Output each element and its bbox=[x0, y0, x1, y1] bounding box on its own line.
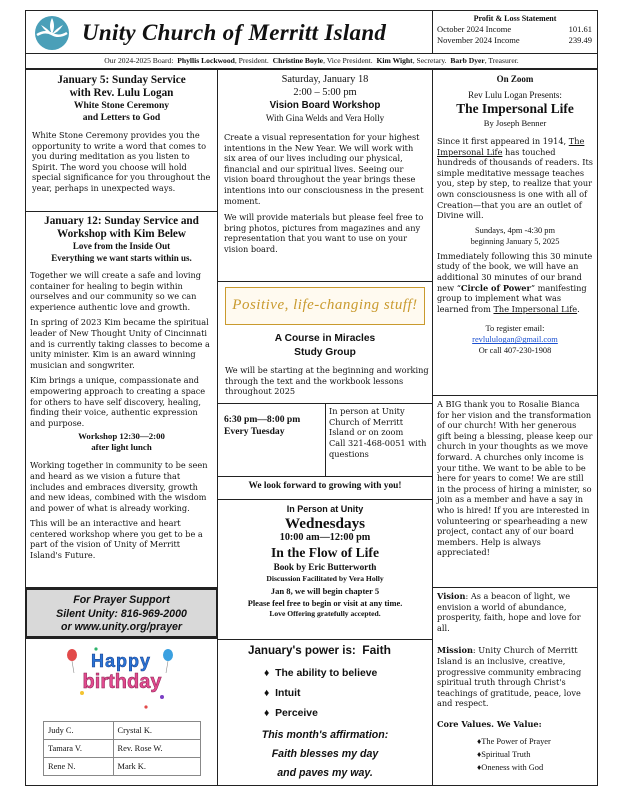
affirmation-label: This month's affirmation: bbox=[261, 729, 389, 741]
acim-banner bbox=[225, 287, 425, 325]
jan12-paragraph: In spring of 2023 Kim became the spiritual leader of New Thought Unity of Cincinnati and is currently taking classes to become a unity minister. Kim is an award winning musician and songwriter. bbox=[30, 317, 210, 370]
book-reference: The Impersonal Life bbox=[437, 136, 585, 157]
jan5-body: White Stone Ceremony provides you the opportunity to write a word that comes to you during meditation as you listen to Spirit. The word you choose will hold special significance for you throughout the year, perhaps in unexpected ways. bbox=[32, 130, 211, 193]
birthday-name: Mark K. bbox=[113, 758, 200, 776]
thank-you-section bbox=[432, 395, 598, 588]
pl-row-value: 239.49 bbox=[568, 35, 592, 45]
divider bbox=[325, 403, 326, 476]
happy-word: Happy bbox=[90, 651, 151, 671]
wed-chapter: Jan 8, we will begin chapter 5 bbox=[270, 585, 380, 596]
jan5-title: January 5: Sunday Service bbox=[57, 74, 186, 86]
bullet-icon: ♦ bbox=[264, 708, 270, 719]
jan12-paragraph: Working together in community to be seen and heard as we vision a future that includes and embraces diversity, growth and new ideas, combined with the wisdom and power of what is already working. bbox=[30, 460, 208, 513]
workshop-time: Workshop 12:30—2:00 bbox=[78, 431, 165, 442]
board-member: Kim Wight bbox=[376, 56, 413, 65]
power-item bbox=[264, 684, 377, 704]
birthday-section bbox=[25, 638, 218, 786]
board-label: Our 2024-2025 Board: bbox=[104, 56, 174, 65]
prayer-url: or www.unity.org/prayer bbox=[60, 621, 183, 633]
text-span: Immediately following this 30 minute study of the book, we will have an additional 30 minutes of our brand new “ bbox=[437, 250, 593, 293]
text-span: has touched hundreds of thousands of readers. Its simple meditative message teaches you, step by step, to realize that your own consciousness is one with all of Creation—that you are an outlet of Divine will. bbox=[437, 146, 593, 221]
church-name: Unity Church of Merritt Island bbox=[82, 20, 387, 45]
jan12-subtitle: Love from the Inside Out bbox=[72, 241, 171, 251]
zoom-paragraph bbox=[437, 251, 593, 315]
core-value-text: The Power of Prayer bbox=[481, 736, 551, 746]
core-value-item bbox=[477, 761, 593, 774]
acim-section bbox=[217, 281, 433, 500]
acim-intro: We will be starting at the beginning and working through the text and the workbook lessons throughout 2025 bbox=[225, 365, 429, 397]
acim-footer: We look forward to growing with you! bbox=[248, 481, 402, 491]
jan12-paragraph: Kim brings a unique, compassionate and empowering approach to creating a space for others to have self discovery, healing, finding their voice, authentic expression and purpose. bbox=[30, 375, 206, 428]
wed-facilitator: Discussion Facilitated by Vera Holly bbox=[266, 573, 384, 583]
vision-paragraph: Create a visual representation for your highest intentions in the New Year. We will work with six area of our lives including our physical, financial and our spiritual lives. Seeing our vision board throughout the year brings these intentions into our consciousness in the present moment. bbox=[224, 132, 424, 206]
pl-title: Profit & Loss Statement bbox=[473, 14, 557, 23]
thank-you-text: A BIG thank you to Rosalie Bianca for her vision and the transformation of our church! With her generous gift being a blessing, please keep our church in your thoughts as we move forward. A churches only income is your tithe. We want to be able to be here for years to come! We are still in the process of hiring a minister, so join as a member and have a say in who is hired! If you are interested in volunteering or spearheading a new project, contact any of our board members. Help is always appreciated! bbox=[437, 399, 593, 558]
text-span: . bbox=[577, 303, 580, 314]
power-section bbox=[217, 639, 433, 786]
bullet-icon: ♦ bbox=[264, 668, 270, 679]
mission-text: : Unity Church of Merritt Island is an inclusive, creative, progressive community embracing spiritual truth through Christ's teachings of gratitude, peace, love and respect. bbox=[437, 645, 582, 709]
jan5-subtitle: and Letters to God bbox=[82, 112, 161, 123]
zoom-book-title: The Impersonal Life bbox=[456, 101, 574, 116]
pl-row-label: November 2024 Income bbox=[437, 35, 520, 45]
board-role: , President. bbox=[234, 56, 269, 65]
book-reference: The Impersonal Life bbox=[493, 303, 578, 314]
pl-row-value: 101.61 bbox=[568, 24, 592, 34]
wed-day: Wednesdays bbox=[284, 515, 366, 532]
birthday-name: Crystal K. bbox=[113, 722, 200, 740]
jan12-section bbox=[25, 211, 218, 588]
board-bar bbox=[25, 53, 598, 69]
header-box bbox=[25, 10, 433, 54]
acim-title: Study Group bbox=[294, 347, 356, 358]
prayer-phone: Silent Unity: 816-969-2000 bbox=[56, 607, 187, 620]
jan5-subtitle: White Stone Ceremony bbox=[73, 100, 170, 111]
power-item-text: Perceive bbox=[275, 708, 318, 719]
birthday-name: Rene N. bbox=[44, 758, 114, 776]
workshop-time: after light lunch bbox=[91, 442, 152, 453]
acim-title: A Course in Miracles bbox=[274, 333, 376, 344]
acim-banner-text: Positive, life-changing stuff! bbox=[232, 297, 418, 313]
jan12-title: January 12: Sunday Service and bbox=[44, 215, 199, 227]
vision-text: : As a beacon of light, we envision a world of abundance, prosperity, faith, hope and love for all. bbox=[437, 591, 581, 633]
vision-date: Saturday, January 18 bbox=[281, 74, 369, 85]
birthday-name: Tamara V. bbox=[44, 740, 114, 758]
zoom-time: beginning January 5, 2025 bbox=[470, 236, 560, 246]
vision-title: Vision Board Workshop bbox=[269, 100, 381, 111]
jan12-subtitle: Everything we want starts within us. bbox=[51, 252, 192, 263]
register-label: To register email: bbox=[485, 324, 545, 334]
register-email-link[interactable]: revlululogan@gmail.com bbox=[472, 335, 558, 345]
birthday-word: birthday bbox=[82, 671, 162, 693]
acim-phone: Call 321-468-0051 with questions bbox=[329, 438, 427, 459]
zoom-author: By Joseph Benner bbox=[483, 118, 547, 128]
unity-logo-icon bbox=[33, 14, 71, 52]
mission-label: Mission bbox=[437, 645, 473, 656]
core-value-text: Oneness with God bbox=[481, 762, 544, 772]
board-role: , Secretary. bbox=[412, 56, 447, 65]
zoom-time: Sundays, 4pm -4:30 pm bbox=[474, 225, 556, 235]
power-item bbox=[264, 704, 377, 724]
wednesday-section bbox=[217, 499, 433, 640]
divider bbox=[218, 476, 432, 477]
wed-note: Please feel free to begin or visit at any time. bbox=[247, 598, 403, 608]
affirmation-text: and paves my way. bbox=[277, 767, 373, 779]
zoom-label: On Zoom bbox=[496, 74, 534, 84]
pl-row bbox=[437, 24, 592, 35]
jan5-title: with Rev. Lulu Logan bbox=[69, 87, 174, 99]
power-item-text: The ability to believe bbox=[275, 668, 378, 679]
wed-author: Book by Eric Butterworth bbox=[273, 561, 377, 572]
jan5-section bbox=[25, 69, 218, 212]
core-values-colon: : bbox=[538, 718, 542, 729]
table-row bbox=[44, 740, 201, 758]
jan12-paragraph: This will be an interactive and heart centered workshop where you get to be a part of the vision of Unity of Merritt Island's Future. bbox=[30, 518, 203, 561]
board-role: , Vice President. bbox=[323, 56, 373, 65]
power-item bbox=[264, 664, 377, 684]
bullet-icon: ♦ bbox=[264, 688, 270, 699]
vision-presenters: With Gina Welds and Vera Holly bbox=[265, 113, 385, 123]
board-member: Christine Boyle bbox=[272, 56, 324, 65]
circle-of-power: Circle of Power bbox=[460, 282, 531, 293]
pl-statement bbox=[432, 10, 598, 54]
acim-time: 6:30 pm—8:00 pm bbox=[224, 414, 301, 425]
pl-row bbox=[437, 35, 592, 46]
affirmation-text: Faith blesses my day bbox=[271, 748, 379, 760]
zoom-presenter: Rev Lulu Logan Presents: bbox=[468, 90, 562, 100]
vision-statement bbox=[437, 591, 593, 633]
acim-time: Every Tuesday bbox=[224, 426, 285, 437]
wed-time: 10:00 am—12:00 pm bbox=[279, 532, 371, 543]
birthday-names-table bbox=[43, 721, 201, 776]
prayer-support-box bbox=[25, 588, 218, 638]
bullet-icon: ♦ bbox=[477, 749, 482, 759]
vision-paragraph: We will provide materials but please feel free to bring photos, pictures from magazines and any representation that you want to use on your vision board. bbox=[224, 212, 424, 254]
vision-label: Vision bbox=[437, 591, 466, 601]
jan12-title: Workshop with Kim Belew bbox=[57, 228, 186, 240]
board-member: Phyllis Lockwood bbox=[177, 56, 235, 65]
zoom-section bbox=[432, 69, 598, 396]
bullet-icon: ♦ bbox=[477, 736, 482, 746]
board-role: , Treasurer. bbox=[484, 56, 519, 65]
power-item-text: Intuit bbox=[275, 688, 301, 699]
table-row bbox=[44, 722, 201, 740]
text-span: ” manifesting group to implement what was learned from bbox=[437, 282, 587, 314]
vision-board-section bbox=[217, 69, 433, 282]
core-values-label: Core Values. We Value bbox=[437, 718, 539, 729]
mission-statement bbox=[437, 645, 593, 709]
wed-inperson: In Person at Unity bbox=[286, 504, 364, 514]
birthday-name: Judy C. bbox=[44, 722, 114, 740]
wed-love-offering: Love Offering gratefully accepted. bbox=[269, 608, 381, 618]
prayer-title: For Prayer Support bbox=[73, 594, 170, 606]
birthday-name: Rev. Rose W. bbox=[113, 740, 200, 758]
mission-section bbox=[432, 587, 598, 786]
acim-location: In person at Unity Church of Merritt Island or on zoom bbox=[329, 406, 405, 438]
core-value-item bbox=[477, 735, 593, 748]
power-label: January's power is: bbox=[248, 644, 356, 657]
board-member: Barb Dyer bbox=[450, 56, 485, 65]
register-phone: Or call 407-230-1908 bbox=[478, 346, 552, 356]
core-value-item bbox=[477, 748, 593, 761]
vision-time: 2:00 – 5:00 pm bbox=[293, 86, 357, 98]
zoom-paragraph bbox=[437, 136, 593, 221]
wed-book-title: In the Flow of Life bbox=[271, 544, 379, 560]
pl-row-label: October 2024 Income bbox=[437, 24, 512, 34]
bullet-icon: ♦ bbox=[477, 762, 482, 772]
power-word: Faith bbox=[362, 643, 391, 657]
jan12-paragraph: Together we will create a safe and loving container for healing to begin within ourselves and our community so we can experience authentic love and growth. bbox=[30, 270, 202, 312]
core-values-heading bbox=[437, 719, 593, 730]
table-row bbox=[44, 758, 201, 776]
text-span: Since it first appeared in 1914, bbox=[437, 136, 569, 146]
core-value-text: Spiritual Truth bbox=[481, 749, 531, 759]
